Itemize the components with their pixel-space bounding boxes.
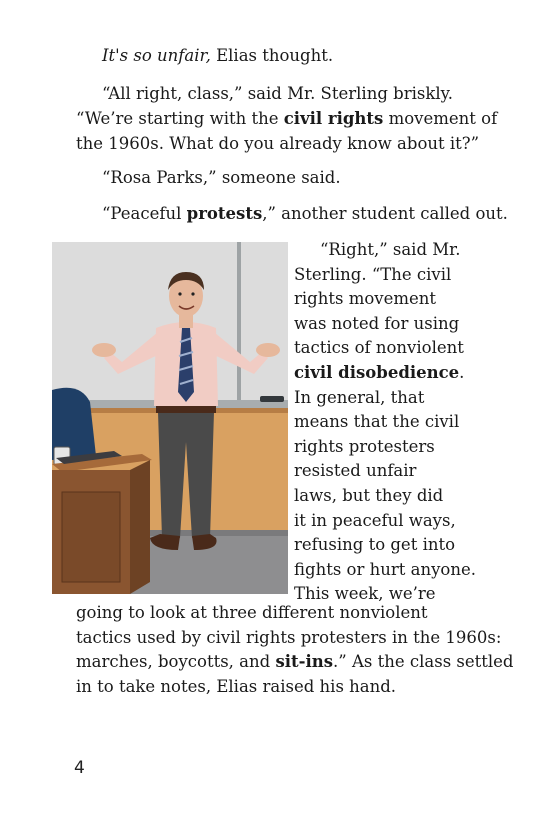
term-protests: protests (186, 204, 263, 223)
p5-line-13: refusing to get into (294, 535, 456, 555)
p5-line-9: rights protesters (294, 436, 435, 456)
p5-line-4: was noted for using (294, 313, 460, 333)
p4-a: “Peaceful (102, 204, 187, 223)
p5-line-7: In general, that (294, 387, 425, 407)
p2-line-1: “All right, class,” said Mr. Sterling briskly. (102, 84, 453, 103)
p5-line-15: This week, we’re (294, 584, 436, 604)
p5-line-10: resisted unfair (294, 461, 417, 481)
p5-line-5: tactics of nonviolent (294, 338, 464, 358)
p5-line-6-c: . (459, 362, 465, 382)
left-hand (92, 343, 116, 357)
p5-line-2: Sterling. “The civil (294, 264, 452, 284)
p5-line-3: rights movement (294, 289, 437, 309)
page-number: 4 (74, 758, 85, 778)
p4-c: ,” another student called out. (262, 204, 508, 223)
teacher-illustration (52, 242, 288, 594)
p5-full-line-3-a: marches, boycotts, and (76, 652, 276, 671)
p3-text: “Rosa Parks,” someone said. (102, 168, 341, 187)
p2-line-2-a: “We’re starting with the (76, 109, 284, 128)
p5-line-12: it in peaceful ways, (294, 510, 456, 530)
p5-full-line-3-c: .” As the class settled (333, 652, 514, 671)
p2-line-2 (76, 106, 498, 131)
p5-line-8: means that the civil (294, 412, 460, 432)
paragraph-5-full (76, 601, 514, 699)
p5-full-line-2: tactics used by civil rights protesters in the 1960s: (76, 627, 502, 647)
term-sit-ins: sit-ins (275, 652, 334, 671)
p2-line-2-c: movement of (383, 109, 498, 128)
p5-full-line-4: in to take notes, Elias raised his hand. (76, 676, 397, 696)
term-civil-disobedience: civil disobedience (294, 362, 460, 382)
p5-line-1: “Right,” said Mr. (320, 240, 461, 259)
term-civil-rights: civil rights (283, 109, 384, 128)
paragraph-5-wrapped (294, 238, 484, 607)
whiteboard-frame (237, 242, 241, 407)
thought-rest: Elias thought. (210, 46, 334, 65)
paragraph-1 (76, 44, 502, 68)
paragraph-3 (76, 166, 502, 190)
p2-line-3: the 1960s. What do you already know about it?” (76, 134, 480, 153)
eraser (260, 396, 284, 402)
p5-line-14: fights or hurt anyone. (294, 559, 476, 579)
p5-full-line-3 (76, 650, 514, 675)
right-hand (256, 343, 280, 357)
p5-line-6 (294, 361, 484, 386)
p5-full-line-1: going to look at three different nonviolent (76, 603, 428, 622)
p5-line-11: laws, but they did (294, 485, 444, 505)
thought-italic: It's so unfair, (102, 46, 211, 65)
paragraph-2 (76, 81, 498, 156)
paragraph-4 (76, 202, 508, 226)
